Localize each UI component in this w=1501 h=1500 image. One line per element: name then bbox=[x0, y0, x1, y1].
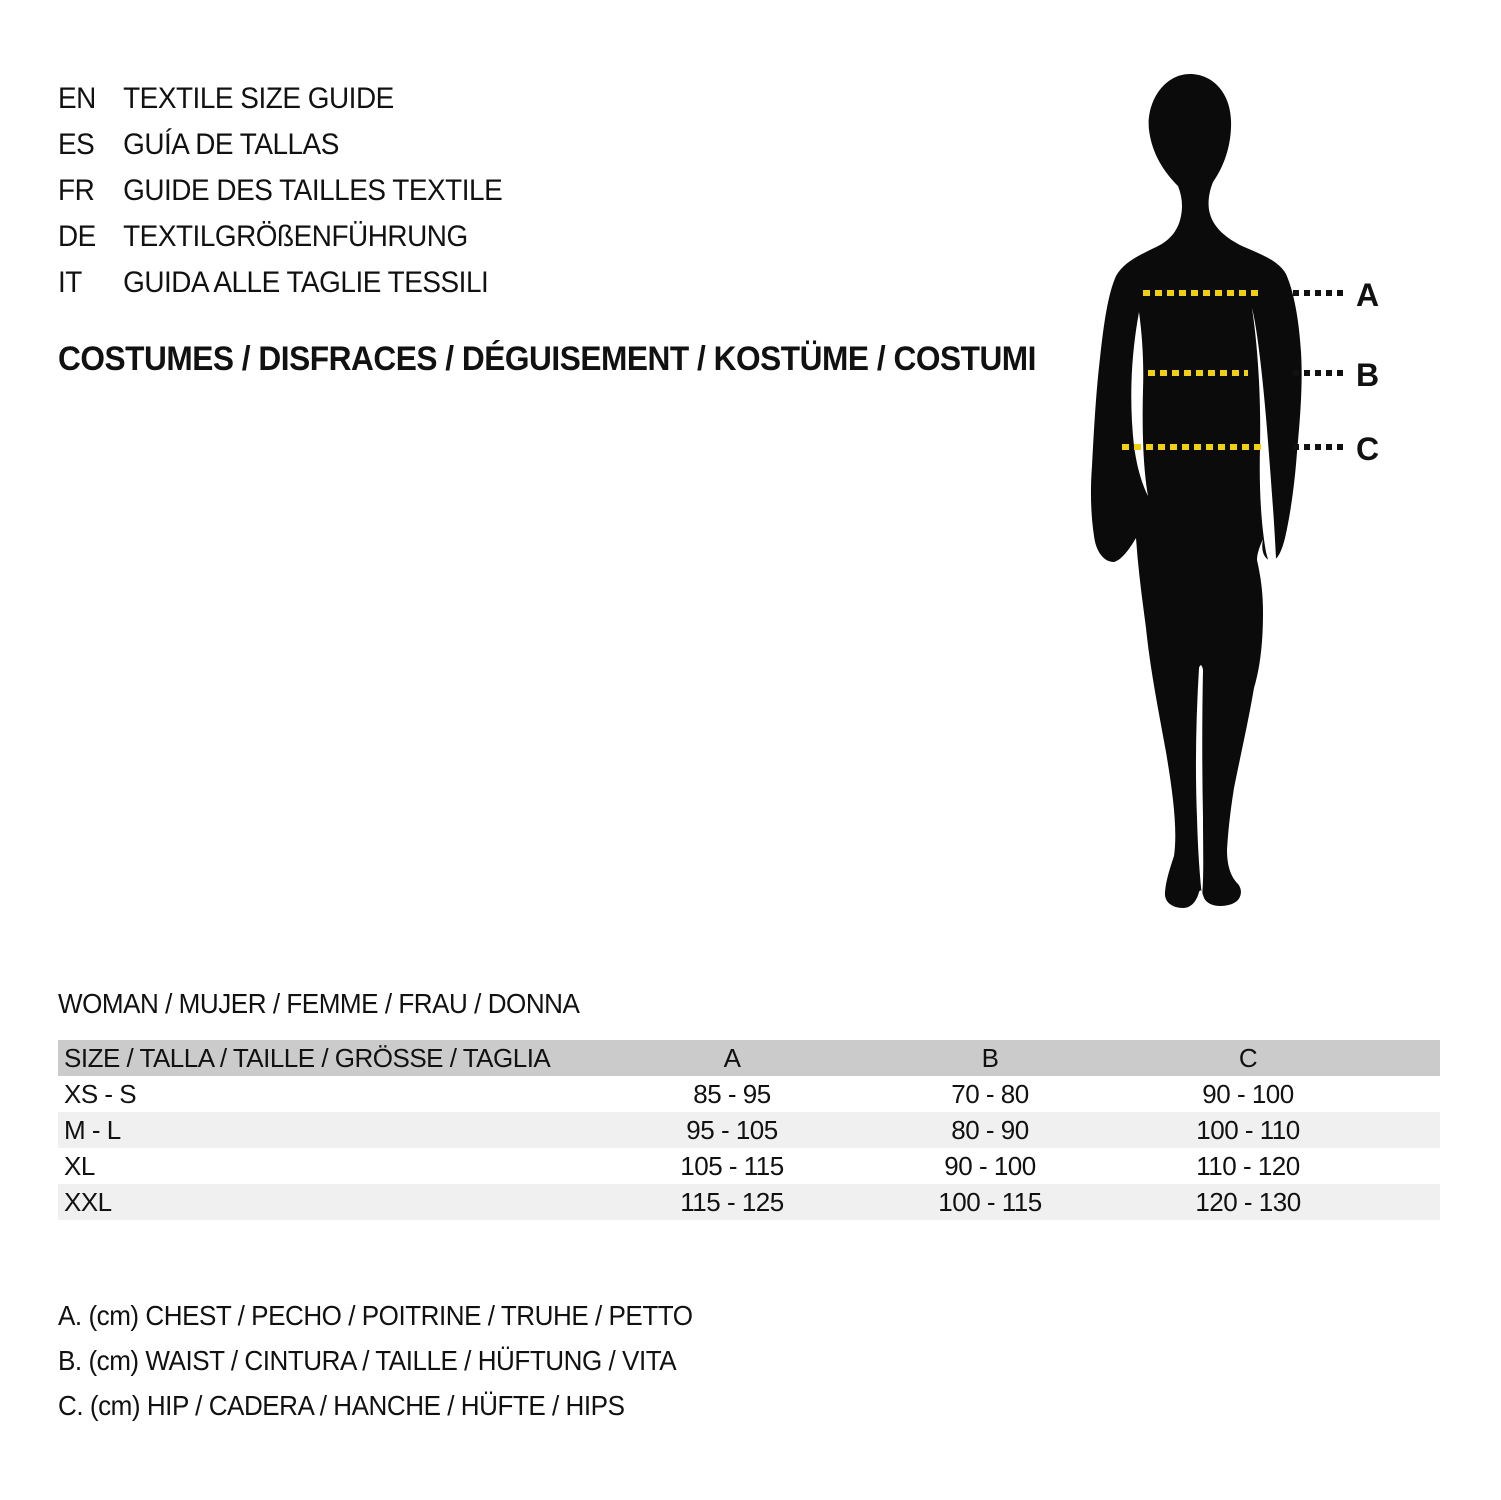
waist-leader-line bbox=[1293, 370, 1343, 376]
header-size-label: SIZE / TALLA / TAILLE / GRÖSSE / TAGLIA bbox=[64, 1042, 551, 1073]
lang-code: EN bbox=[58, 82, 96, 115]
header-col-b: B bbox=[981, 1042, 999, 1073]
size-cell: M - L bbox=[64, 1114, 121, 1145]
marker-b: B bbox=[1356, 357, 1379, 393]
header-col-a: A bbox=[723, 1042, 741, 1073]
hip-cell: 120 - 130 bbox=[1195, 1186, 1301, 1217]
lang-code: DE bbox=[58, 220, 96, 253]
lang-code: FR bbox=[58, 174, 95, 207]
lang-title: GUIDA ALLE TAGLIE TESSILI bbox=[123, 266, 489, 299]
hip-cell: 90 - 100 bbox=[1202, 1078, 1294, 1109]
chest-measure-line bbox=[1143, 290, 1259, 296]
lang-title: GUIDE DES TAILLES TEXTILE bbox=[123, 174, 503, 207]
size-cell: XXL bbox=[64, 1186, 112, 1217]
lang-row-de bbox=[58, 214, 502, 260]
header-col-c: C bbox=[1238, 1042, 1258, 1073]
category-heading: COSTUMES / DISFRACES / DÉGUISEMENT / KOSTÜME / COSTUMI bbox=[58, 340, 1037, 378]
legend-hip: C. (cm) HIP / CADERA / HANCHE / HÜFTE / HIPS bbox=[58, 1389, 625, 1421]
size-table-header-row bbox=[58, 1040, 1440, 1076]
measurement-legend bbox=[58, 1293, 740, 1428]
lang-title: TEXTILGRÖßENFÜHRUNG bbox=[123, 220, 468, 253]
hip-leader-line bbox=[1293, 444, 1343, 450]
waist-cell: 100 - 115 bbox=[938, 1186, 1042, 1217]
table-row-xxl bbox=[58, 1184, 1440, 1220]
chest-cell: 95 - 105 bbox=[686, 1114, 778, 1145]
table-row-xs-s bbox=[58, 1076, 1440, 1112]
marker-c: C bbox=[1356, 431, 1379, 467]
chest-cell: 85 - 95 bbox=[693, 1078, 771, 1109]
lang-title: TEXTILE SIZE GUIDE bbox=[123, 82, 394, 115]
table-row-xl bbox=[58, 1148, 1440, 1184]
woman-silhouette-figure bbox=[1080, 68, 1320, 918]
chest-cell: 115 - 125 bbox=[680, 1186, 784, 1217]
waist-cell: 70 - 80 bbox=[951, 1078, 1029, 1109]
waist-cell: 80 - 90 bbox=[951, 1114, 1029, 1145]
section-title: WOMAN / MUJER / FEMME / FRAU / DONNA bbox=[58, 988, 580, 1019]
woman-silhouette-icon bbox=[1080, 68, 1320, 918]
lang-row-es bbox=[58, 122, 502, 168]
hip-cell: 110 - 120 bbox=[1196, 1150, 1300, 1181]
legend-chest: A. (cm) CHEST / PECHO / POITRINE / TRUHE / PETTO bbox=[58, 1299, 693, 1331]
table-row-m-l bbox=[58, 1112, 1440, 1148]
lang-row-en bbox=[58, 76, 502, 122]
waist-measure-line bbox=[1148, 370, 1248, 376]
hip-cell: 100 - 110 bbox=[1196, 1114, 1300, 1145]
size-table bbox=[58, 1040, 1440, 1220]
marker-a: A bbox=[1356, 277, 1379, 313]
lang-code: IT bbox=[58, 266, 82, 299]
lang-row-it bbox=[58, 260, 502, 306]
size-cell: XL bbox=[64, 1150, 95, 1181]
size-cell: XS - S bbox=[64, 1078, 137, 1109]
language-title-list bbox=[58, 76, 536, 306]
hip-measure-line bbox=[1122, 444, 1266, 450]
legend-waist: B. (cm) WAIST / CINTURA / TAILLE / HÜFTUNG / VITA bbox=[58, 1344, 677, 1376]
chest-cell: 105 - 115 bbox=[680, 1150, 784, 1181]
waist-cell: 90 - 100 bbox=[944, 1150, 1036, 1181]
lang-title: GUÍA DE TALLAS bbox=[123, 128, 339, 161]
lang-code: ES bbox=[58, 128, 95, 161]
lang-row-fr bbox=[58, 168, 502, 214]
chest-leader-line bbox=[1293, 290, 1343, 296]
